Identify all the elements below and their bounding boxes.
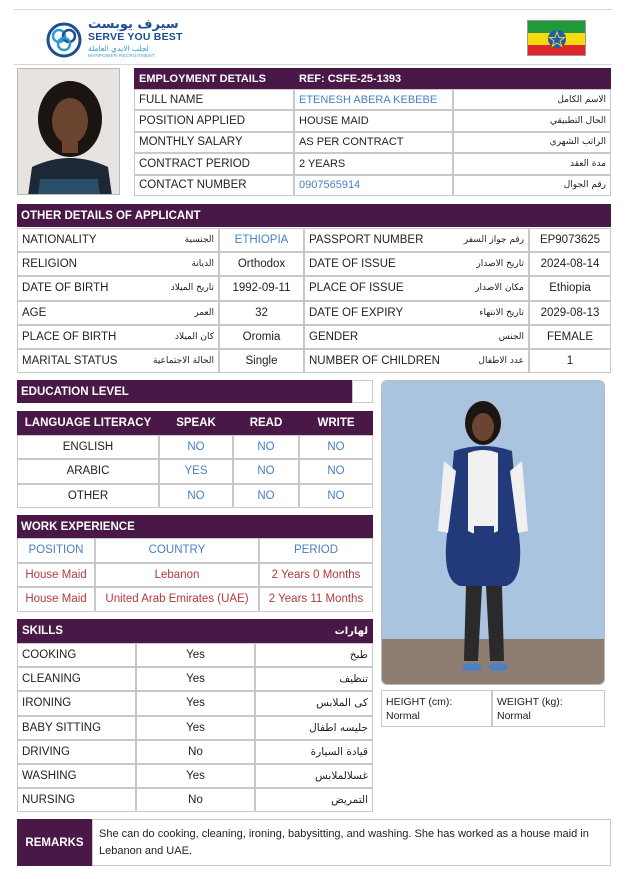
- work-experience-title: WORK EXPERIENCE: [17, 515, 373, 538]
- other-right-value: 2029-08-13: [529, 301, 611, 325]
- full-body-photo: [381, 380, 605, 685]
- language-name: ARABIC: [17, 459, 159, 483]
- skill-arabic: طبخ: [255, 643, 373, 667]
- language-write: NO: [299, 435, 373, 459]
- skill-name: DRIVING: [17, 740, 136, 764]
- language-read: NO: [233, 484, 299, 508]
- company-logo-icon: [46, 22, 82, 58]
- logo-sub-arabic: لجلب الايدي العاملة: [88, 44, 149, 53]
- language-name: OTHER: [17, 484, 159, 508]
- language-write: NO: [299, 459, 373, 483]
- skill-arabic: كى الملابس: [255, 691, 373, 715]
- other-right-label: DATE OF EXPIRY: [309, 306, 404, 319]
- height-box: [381, 690, 492, 727]
- other-right-label: PLACE OF ISSUE: [309, 282, 404, 295]
- language-header: LANGUAGE LITERACY: [17, 411, 159, 435]
- ethiopia-flag-icon: [527, 20, 586, 56]
- skill-value: Yes: [136, 716, 255, 740]
- other-left-value: 32: [219, 301, 304, 325]
- education-level-title: EDUCATION LEVEL: [17, 380, 352, 403]
- skill-name: CLEANING: [17, 667, 136, 691]
- skills-header-blank: [136, 619, 255, 643]
- reference-number: REF: CSFE-25-1393: [294, 68, 611, 89]
- employment-value: 0907565914: [294, 175, 453, 196]
- skills-title-arabic: لهارات: [255, 619, 373, 643]
- weight-value: Normal: [497, 709, 531, 722]
- language-speak: YES: [159, 459, 233, 483]
- other-right-arabic: الجنس: [498, 331, 524, 342]
- skill-arabic: تنظيف: [255, 667, 373, 691]
- skill-arabic: غسلالملابس: [255, 764, 373, 788]
- skill-arabic: قيادة السيارة: [255, 740, 373, 764]
- language-header: READ: [233, 411, 299, 435]
- skill-arabic: التمريض: [255, 788, 373, 812]
- remarks-text: She can do cooking, cleaning, ironing, babysitting, and washing. She has worked as a house maid in Lebanon and UAE.: [92, 819, 611, 866]
- work-header: PERIOD: [259, 538, 373, 563]
- work-position: House Maid: [17, 587, 95, 612]
- employment-arabic-label: رقم الجوال: [453, 175, 611, 196]
- other-left-label-cell: [17, 276, 219, 300]
- language-speak: NO: [159, 435, 233, 459]
- other-right-label-cell: [304, 325, 529, 349]
- employment-arabic-label: الراتب الشهري: [453, 132, 611, 153]
- top-rule: [14, 9, 612, 10]
- remarks-label: REMARKS: [17, 819, 92, 866]
- skill-value: Yes: [136, 764, 255, 788]
- other-left-value: Orthodox: [219, 252, 304, 276]
- other-left-arabic: الحالة الاجتماعية: [153, 356, 214, 367]
- skill-value: No: [136, 788, 255, 812]
- other-right-label-cell: [304, 301, 529, 325]
- employment-label: MONTHLY SALARY: [134, 132, 294, 153]
- header-rule: [14, 64, 612, 65]
- employment-label: CONTACT NUMBER: [134, 175, 294, 196]
- other-left-label: RELIGION: [22, 258, 77, 271]
- other-right-arabic: عدد الاطفال: [478, 356, 524, 367]
- other-details-title: OTHER DETAILS OF APPLICANT: [17, 204, 611, 227]
- employment-value: HOUSE MAID: [294, 110, 453, 131]
- language-header: WRITE: [299, 411, 373, 435]
- skill-value: Yes: [136, 643, 255, 667]
- skill-name: BABY SITTING: [17, 716, 136, 740]
- other-right-label-cell: [304, 228, 529, 252]
- height-value: Normal: [386, 709, 420, 722]
- other-left-label-cell: [17, 349, 219, 373]
- other-right-label-cell: [304, 252, 529, 276]
- other-right-value: FEMALE: [529, 325, 611, 349]
- other-left-label-cell: [17, 301, 219, 325]
- height-label: HEIGHT (cm):: [386, 695, 453, 708]
- language-read: NO: [233, 459, 299, 483]
- other-left-arabic: تاريخ الميلاد: [170, 283, 214, 294]
- language-header: SPEAK: [159, 411, 233, 435]
- weight-box: [492, 690, 605, 727]
- skill-name: COOKING: [17, 643, 136, 667]
- other-right-label: GENDER: [309, 330, 359, 343]
- employment-arabic-label: مدة العقد: [453, 153, 611, 174]
- skills-title: SKILLS: [17, 619, 136, 643]
- other-left-label-cell: [17, 325, 219, 349]
- skill-value: Yes: [136, 691, 255, 715]
- employment-value: ETENESH ABERA KEBEBE: [294, 89, 453, 110]
- other-right-value: EP9073625: [529, 228, 611, 252]
- language-write: NO: [299, 484, 373, 508]
- other-right-arabic: مكان الاصدار: [475, 283, 524, 294]
- other-left-label: PLACE OF BIRTH: [22, 330, 117, 343]
- other-left-value: Single: [219, 349, 304, 373]
- work-header: POSITION: [17, 538, 95, 563]
- work-position: House Maid: [17, 563, 95, 588]
- other-right-label: NUMBER OF CHILDREN: [309, 355, 440, 368]
- work-period: 2 Years 0 Months: [259, 563, 373, 588]
- education-level-value: [352, 380, 373, 403]
- other-right-label-cell: [304, 349, 529, 373]
- skill-name: IRONING: [17, 691, 136, 715]
- employment-label: CONTRACT PERIOD: [134, 153, 294, 174]
- other-right-label-cell: [304, 276, 529, 300]
- other-left-label-cell: [17, 228, 219, 252]
- other-right-label: DATE OF ISSUE: [309, 258, 396, 271]
- other-right-value: 2024-08-14: [529, 252, 611, 276]
- logo-arabic-text: سيرف يوبست: [88, 17, 179, 32]
- logo-sub-english: MANPOWER RECRUITMENT: [88, 53, 155, 58]
- other-left-label: NATIONALITY: [22, 234, 97, 247]
- other-right-arabic: تاريخ الاصدار: [476, 259, 524, 270]
- other-left-arabic: كان الميلاد: [174, 331, 214, 342]
- other-left-label-cell: [17, 252, 219, 276]
- other-left-label: MARITAL STATUS: [22, 355, 118, 368]
- language-name: ENGLISH: [17, 435, 159, 459]
- other-right-value: Ethiopia: [529, 276, 611, 300]
- other-left-label: AGE: [22, 306, 47, 319]
- other-right-arabic: تاريخ الانتهاء: [479, 307, 524, 318]
- other-left-arabic: العمر: [194, 307, 214, 318]
- other-left-value: ETHIOPIA: [219, 228, 304, 252]
- work-country: Lebanon: [95, 563, 259, 588]
- employment-arabic-label: الاسم الكامل: [453, 89, 611, 110]
- skill-value: No: [136, 740, 255, 764]
- other-left-value: Oromia: [219, 325, 304, 349]
- skill-name: WASHING: [17, 764, 136, 788]
- other-right-label: PASSPORT NUMBER: [309, 234, 424, 247]
- other-right-arabic: رقم جواز السفر: [463, 235, 524, 246]
- work-country: United Arab Emirates (UAE): [95, 587, 259, 612]
- other-left-arabic: الجنسية: [184, 235, 214, 246]
- employment-label: FULL NAME: [134, 89, 294, 110]
- other-right-value: 1: [529, 349, 611, 373]
- employment-details-title: EMPLOYMENT DETAILS: [134, 68, 294, 89]
- work-period: 2 Years 11 Months: [259, 587, 373, 612]
- employment-value: AS PER CONTRACT: [294, 132, 453, 153]
- weight-label: WEIGHT (kg):: [497, 695, 563, 708]
- employment-label: POSITION APPLIED: [134, 110, 294, 131]
- employment-value: 2 YEARS: [294, 153, 453, 174]
- other-left-value: 1992-09-11: [219, 276, 304, 300]
- skill-value: Yes: [136, 667, 255, 691]
- logo-english-text: SERVE YOU BEST: [88, 31, 183, 43]
- language-read: NO: [233, 435, 299, 459]
- work-header: COUNTRY: [95, 538, 259, 563]
- profile-photo: [17, 68, 120, 195]
- other-left-label: DATE OF BIRTH: [22, 282, 109, 295]
- employment-arabic-label: الحال التطبيقي: [453, 110, 611, 131]
- language-speak: NO: [159, 484, 233, 508]
- other-left-arabic: الديانة: [191, 259, 214, 270]
- skill-name: NURSING: [17, 788, 136, 812]
- skill-arabic: جليسه اطفال: [255, 716, 373, 740]
